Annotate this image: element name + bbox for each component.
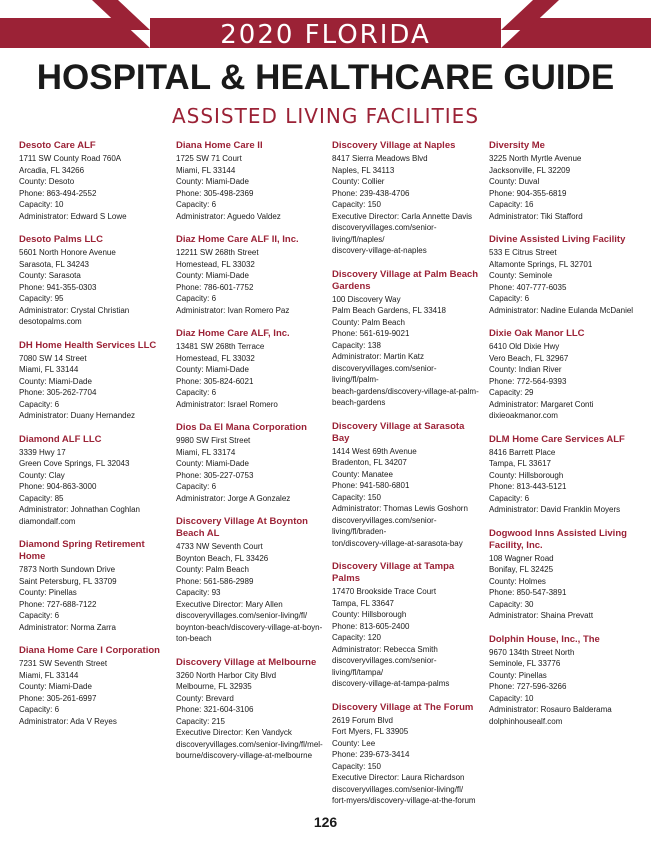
facility-detail-line: Capacity: 6 (176, 388, 217, 397)
facility-detail-line: Phone: 813-443-5121 (489, 482, 567, 491)
facility-detail-line: Administrator: Norma Zarra (19, 622, 116, 632)
facility-detail-line: 1725 SW 71 Court (176, 154, 242, 163)
directory-column-1 (19, 140, 167, 739)
facility-detail-line: 3339 Hwy 17 (19, 447, 66, 457)
facility-detail-line: Tampa, FL 33647 (332, 598, 394, 608)
facility-detail-line: Phone: 727-596-3266 (489, 682, 567, 691)
facility-detail-line: 8417 Sierra Meadows Blvd (332, 154, 428, 163)
facility-name: Diamond ALF LLC (19, 433, 102, 445)
facility-detail-line: Miami, FL 33144 (19, 365, 79, 374)
facility-detail-line: Capacity: 10 (19, 200, 64, 209)
facility-detail-line: Phone: 561-619-9021 (332, 329, 410, 338)
facility-detail-line: 3260 North Harbor City Blvd (176, 670, 277, 680)
facility-detail-line: Tampa, FL 33617 (489, 459, 551, 468)
facility-detail-line: 2619 Forum Blvd (332, 715, 393, 725)
facility-detail-line: Phone: 305-262-7704 (19, 388, 97, 397)
facility-detail-line: beach-gardens/discovery-village-at-palm- (332, 386, 479, 396)
facility-detail-line: Jacksonville, FL 32209 (489, 165, 571, 175)
facility-entry (19, 340, 167, 422)
facility-detail-line: County: Miami-Dade (176, 365, 249, 374)
facility-detail-line: Administrator: Aguedo Valdez (176, 211, 281, 221)
facility-entry (19, 645, 167, 727)
facility-detail-line: 1711 SW County Road 760A (19, 154, 122, 163)
facility-detail-line: Capacity: 138 (332, 340, 381, 350)
facility-detail-line: Naples, FL 34113 (332, 165, 395, 175)
facility-detail-line: 13481 SW 268th Terrace (176, 342, 265, 351)
facility-entry (176, 657, 324, 762)
facility-detail-line: Green Cove Springs, FL 32043 (19, 459, 130, 468)
facility-detail-line: Capacity: 6 (176, 482, 217, 491)
facility-detail-line: Capacity: 6 (176, 294, 217, 303)
facility-detail-line: Arcadia, FL 34266 (19, 165, 85, 175)
facility-entry (19, 140, 167, 222)
facility-name: DLM Home Care Services ALF (489, 433, 625, 445)
facility-detail-line: 7080 SW 14 Street (19, 353, 87, 363)
section-subtitle: ASSISTED LIVING FACILITIES (171, 104, 480, 128)
facility-detail-line: Administrator: Margaret Conti (489, 399, 594, 409)
facility-detail-line: ton/discovery-village-at-sarasota-bay (332, 538, 463, 548)
facility-detail-line: Administrator: Martin Katz (332, 352, 425, 361)
facility-entry (489, 328, 637, 422)
facility-name: Dixie Oak Manor LLC (489, 328, 585, 339)
facility-detail-line: Boynton Beach, FL 33426 (176, 553, 269, 563)
facility-detail-line: Executive Director: Carla Annette Davis (332, 211, 473, 221)
facility-detail-line: Capacity: 6 (489, 493, 530, 503)
facility-detail-line: Executive Director: Mary Allen (176, 599, 283, 609)
facility-detail-line: Administrator: Jorge A Gonzalez (176, 493, 291, 503)
facility-detail-line: County: Miami-Dade (176, 271, 249, 280)
facility-detail-line: Miami, FL 33174 (176, 447, 236, 457)
facility-entry (489, 528, 637, 622)
facility-detail-line: Administrator: Shaina Prevatt (489, 611, 594, 620)
facility-detail-line: discoveryvillages.com/senior-living/fl/ (176, 611, 308, 620)
facility-detail-line: Capacity: 215 (176, 716, 225, 726)
facility-entry (332, 140, 480, 257)
facility-detail-line: County: Palm Beach (332, 317, 405, 327)
facility-detail-line: Phone: 305-261-6997 (19, 693, 97, 703)
facility-detail-line: Administrator: Nadine Eulanda McDaniel (489, 305, 634, 315)
facility-entry (489, 634, 637, 728)
facility-entry (332, 561, 480, 690)
facility-detail-line: Capacity: 85 (19, 493, 64, 503)
facility-detail-line: Capacity: 16 (489, 200, 534, 209)
facility-name: Dogwood Inns Assisted Living Facility, Inc. (489, 527, 627, 551)
facility-detail-line: 4733 NW Seventh Court (176, 542, 263, 551)
facility-detail-line: County: Hillsborough (332, 610, 407, 619)
facility-detail-line: Phone: 772-564-9393 (489, 376, 567, 386)
facility-detail-line: Miami, FL 33144 (19, 670, 79, 680)
facility-entry (332, 269, 480, 409)
facility-detail-line: Phone: 305-824-6021 (176, 376, 254, 386)
facility-detail-line: Capacity: 30 (489, 599, 534, 609)
facility-detail-line: Phone: 305-498-2369 (176, 188, 254, 198)
directory-column-3 (332, 140, 480, 819)
facility-detail-line: County: Sarasota (19, 271, 81, 280)
facility-detail-line: Capacity: 120 (332, 633, 381, 642)
facility-detail-line: 108 Wagner Road (489, 553, 554, 563)
facility-detail-line: Seminole, FL 33776 (489, 659, 561, 668)
facility-detail-line: 17470 Brookside Trace Court (332, 587, 437, 596)
facility-detail-line: Administrator: Edward S Lowe (19, 211, 127, 221)
facility-detail-line: Executive Director: Laura Richardson (332, 773, 465, 782)
facility-detail-line: Phone: 904-863-3000 (19, 482, 97, 491)
facility-detail-line: discoveryvillages.com/senior-living/fl/braden- (332, 515, 437, 536)
facility-detail-line: 9670 134th Street North (489, 647, 575, 657)
facility-entry (19, 434, 167, 528)
facility-detail-line: dixieoakmanor.com (489, 411, 558, 420)
facility-name: Diana Home Care II (176, 140, 263, 151)
facility-detail-line: Capacity: 6 (19, 399, 60, 409)
facility-entry (176, 422, 324, 504)
facility-detail-line: Melbourne, FL 32935 (176, 682, 252, 691)
facility-name: Discovery Village at Naples (332, 140, 456, 151)
facility-detail-line: Homestead, FL 33032 (176, 353, 255, 363)
facility-detail-line: Administrator: Israel Romero (176, 399, 278, 409)
facility-detail-line: discoveryvillages.com/senior-living/fl/ (332, 784, 464, 794)
facility-detail-line: Phone: 727-688-7122 (19, 599, 97, 609)
facility-detail-line: County: Holmes (489, 576, 546, 586)
facility-detail-line: 9980 SW First Street (176, 436, 251, 445)
facility-detail-line: ton-beach (176, 634, 212, 643)
facility-detail-line: County: Pinellas (489, 670, 547, 680)
facility-detail-line: County: Pinellas (19, 588, 77, 597)
facility-detail-line: Bradenton, FL 34207 (332, 458, 407, 467)
facility-entry (19, 234, 167, 328)
facility-name: Divine Assisted Living Facility (489, 234, 626, 245)
facility-detail-line: Capacity: 10 (489, 693, 534, 703)
facility-name: DH Home Health Services LLC (19, 339, 157, 351)
facility-detail-line: Phone: 904-355-6819 (489, 188, 567, 198)
facility-entry (176, 328, 324, 410)
facility-detail-line: discovery-village-at-tampa-palms (332, 679, 450, 688)
page-number: 126 (313, 814, 338, 830)
facility-detail-line: 7231 SW Seventh Street (19, 659, 108, 668)
facility-detail-line: fort-myers/discovery-village-at-the-forum (332, 796, 476, 805)
facility-detail-line: beach-gardens (332, 398, 386, 407)
facility-detail-line: Palm Beach Gardens, FL 33418 (332, 306, 446, 315)
facility-name: Discovery Village at The Forum (332, 701, 474, 713)
facility-detail-line: Capacity: 6 (489, 294, 530, 303)
facility-detail-line: Administrator: Thomas Lewis Goshorn (332, 504, 468, 513)
facility-detail-line: Capacity: 6 (176, 200, 217, 209)
facility-detail-line: Capacity: 6 (19, 611, 60, 620)
facility-detail-line: desotopalms.com (19, 317, 82, 326)
facility-detail-line: Capacity: 150 (332, 492, 381, 502)
facility-detail-line: 12211 SW 268th Street (176, 248, 259, 257)
facility-name: Discovery Village At Boynton Beach AL (176, 516, 308, 539)
facility-detail-line: Capacity: 6 (19, 705, 60, 714)
facility-detail-line: County: Manatee (332, 469, 393, 479)
facility-detail-line: Phone: 813-605-2400 (332, 621, 410, 631)
facility-detail-line: Fort Myers, FL 33905 (332, 727, 409, 736)
facility-name: Desoto Care ALF (19, 140, 96, 151)
facility-detail-line: County: Miami-Dade (176, 459, 249, 468)
facility-entry (489, 234, 637, 316)
facility-detail-line: Altamonte Springs, FL 32701 (489, 259, 593, 269)
facility-detail-line: 8416 Barrett Place (489, 447, 556, 457)
facility-detail-line: discoveryvillages.com/senior-living/fl/tampa/ (332, 656, 437, 677)
facility-name: Dolphin House, Inc., The (489, 633, 600, 645)
facility-detail-line: 5601 North Honore Avenue (19, 248, 116, 257)
facility-name: Diaz Home Care ALF II, Inc. (176, 234, 299, 245)
facility-name: Discovery Village at Sarasota Bay (332, 420, 465, 444)
facility-entry (176, 516, 324, 645)
facility-detail-line: Administrator: Crystal Christian (19, 305, 130, 315)
facility-detail-line: Capacity: 29 (489, 388, 534, 397)
facility-entry (176, 140, 324, 222)
facility-name: Discovery Village at Palm Beach Gardens (332, 268, 479, 292)
facility-detail-line: discoveryvillages.com/senior-living/fl/mel- (176, 739, 323, 749)
facility-detail-line: discovery-village-at-naples (332, 246, 427, 255)
facility-detail-line: Homestead, FL 33032 (176, 259, 255, 269)
facility-detail-line: County: Duval (489, 177, 540, 186)
facility-detail-line: Administrator: Rosauro Balderama (489, 705, 612, 714)
facility-detail-line: County: Indian River (489, 365, 562, 374)
facility-detail-line: Phone: 321-604-3106 (176, 705, 254, 714)
facility-detail-line: County: Palm Beach (176, 565, 249, 574)
facility-detail-line: Phone: 305-227-0753 (176, 470, 254, 480)
facility-detail-line: County: Miami-Dade (176, 177, 249, 186)
facility-detail-line: County: Seminole (489, 271, 553, 280)
facility-name: Desoto Palms LLC (19, 234, 103, 245)
guide-year-state: 2020 FLORIDA (220, 20, 431, 50)
facility-detail-line: bourne/discovery-village-at-melbourne (176, 751, 313, 760)
facility-name: Diamond Spring Retirement Home (19, 539, 145, 562)
facility-name: Diaz Home Care ALF, Inc. (176, 328, 290, 339)
facility-entry (176, 234, 324, 316)
facility-detail-line: 3225 North Myrtle Avenue (489, 154, 582, 163)
facility-detail-line: Capacity: 150 (332, 761, 381, 771)
facility-detail-line: Capacity: 95 (19, 294, 64, 303)
facility-detail-line: Phone: 239-438-4706 (332, 188, 410, 198)
facility-detail-line: Saint Petersburg, FL 33709 (19, 576, 117, 586)
facility-detail-line: diamondalf.com (19, 516, 76, 526)
facility-detail-line: Executive Director: Ken Vandyck (176, 728, 292, 737)
facility-detail-line: Phone: 941-355-0303 (19, 282, 97, 292)
guide-title: HOSPITAL & HEALTHCARE GUIDE (36, 58, 615, 97)
facility-detail-line: 7873 North Sundown Drive (19, 565, 116, 574)
facility-entry (332, 421, 480, 550)
facility-detail-line: County: Miami-Dade (19, 376, 92, 386)
directory-column-4 (489, 140, 637, 739)
facility-detail-line: County: Miami-Dade (19, 682, 92, 691)
facility-detail-line: Capacity: 93 (176, 588, 221, 597)
facility-detail-line: dolphinhousealf.com (489, 716, 563, 726)
facility-detail-line: County: Hillsborough (489, 470, 564, 480)
facility-detail-line: Phone: 850-547-3891 (489, 588, 567, 597)
facility-detail-line: 6410 Old Dixie Hwy (489, 342, 560, 351)
facility-detail-line: County: Lee (332, 738, 376, 748)
facility-detail-line: discoveryvillages.com/senior-living/fl/palm- (332, 363, 437, 384)
facility-detail-line: Sarasota, FL 34243 (19, 259, 89, 269)
facility-entry (489, 140, 637, 222)
facility-detail-line: County: Desoto (19, 177, 75, 186)
facility-detail-line: Administrator: Ada V Reyes (19, 716, 117, 726)
facility-detail-line: Vero Beach, FL 32967 (489, 353, 569, 363)
facility-detail-line: Administrator: Tiki Stafford (489, 211, 583, 221)
facility-name: Diana Home Care I Corporation (19, 645, 160, 656)
facility-detail-line: Capacity: 150 (332, 200, 381, 209)
facility-entry (332, 702, 480, 807)
facility-detail-line: Phone: 407-777-6035 (489, 282, 567, 292)
facility-detail-line: 100 Discovery Way (332, 294, 401, 304)
facility-detail-line: boynton-beach/discovery-village-at-boyn- (176, 622, 323, 632)
facility-detail-line: Phone: 239-673-3414 (332, 750, 410, 759)
facility-detail-line: 1414 West 69th Avenue (332, 446, 417, 456)
facility-detail-line: Phone: 941-580-6801 (332, 481, 410, 490)
facility-detail-line: County: Clay (19, 470, 65, 480)
facility-detail-line: 533 E Citrus Street (489, 248, 557, 257)
facility-detail-line: Administrator: Ivan Romero Paz (176, 305, 290, 315)
facility-detail-line: Administrator: David Franklin Moyers (489, 505, 621, 514)
facility-name: Diversity Me (489, 140, 545, 151)
facility-name: Discovery Village at Melbourne (176, 656, 317, 668)
facility-detail-line: Phone: 863-494-2552 (19, 188, 97, 198)
header-banner (0, 0, 651, 58)
facility-entry (19, 539, 167, 633)
facility-detail-line: County: Collier (332, 177, 385, 186)
facility-detail-line: Administrator: Johnathan Coghlan (19, 505, 140, 514)
facility-detail-line: Administrator: Duany Hernandez (19, 411, 136, 420)
facility-detail-line: County: Brevard (176, 693, 234, 703)
facility-detail-line: Administrator: Rebecca Smith (332, 644, 438, 654)
facility-name: Discovery Village at Tampa Palms (332, 561, 455, 584)
facility-entry (489, 434, 637, 516)
facility-detail-line: Phone: 786-601-7752 (176, 282, 254, 292)
facility-detail-line: Bonifay, FL 32425 (489, 565, 554, 574)
directory-column-2 (176, 140, 324, 774)
facility-name: Dios Da El Mana Corporation (176, 422, 307, 433)
facility-detail-line: Miami, FL 33144 (176, 165, 236, 175)
facility-detail-line: discoveryvillages.com/senior-living/fl/naples/ (332, 223, 437, 244)
facility-detail-line: Phone: 561-586-2989 (176, 576, 254, 586)
